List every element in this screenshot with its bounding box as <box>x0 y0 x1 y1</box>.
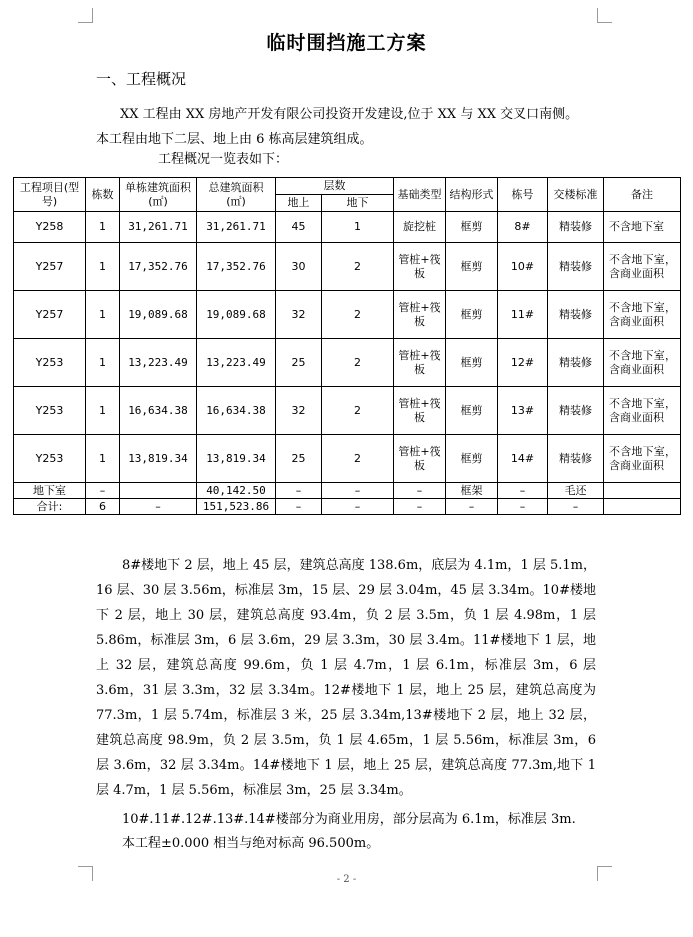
cell-building-no: – <box>498 483 548 499</box>
cell-single-area: 19,089.68 <box>120 291 197 339</box>
header-below: 地下 <box>322 195 394 212</box>
header-delivery: 交楼标准 <box>548 178 604 212</box>
cell-count: 1 <box>86 212 120 243</box>
header-note: 备注 <box>604 178 681 212</box>
cell-single-area: 31,261.71 <box>120 212 197 243</box>
cell-delivery: – <box>548 499 604 515</box>
cell-building-no: 8# <box>498 212 548 243</box>
cell-delivery: 精装修 <box>548 243 604 291</box>
cell-foundation: – <box>394 483 446 499</box>
table-row <box>14 435 681 483</box>
cell-total-area: 31,261.71 <box>197 212 276 243</box>
table-row <box>14 291 681 339</box>
cell-below: 2 <box>322 339 394 387</box>
cell-count: 1 <box>86 387 120 435</box>
cell-above: 45 <box>276 212 322 243</box>
header-above: 地上 <box>276 195 322 212</box>
cell-foundation: 管桩+筏板 <box>394 291 446 339</box>
cell-total-area: 40,142.50 <box>197 483 276 499</box>
cell-foundation: 管桩+筏板 <box>394 339 446 387</box>
cell-building-no: 10# <box>498 243 548 291</box>
cell-project: Y253 <box>14 339 86 387</box>
cell-foundation: 管桩+筏板 <box>394 435 446 483</box>
table-row <box>14 339 681 387</box>
page-corner-mark <box>78 8 93 23</box>
cell-foundation: 旋挖桩 <box>394 212 446 243</box>
cell-delivery: 精装修 <box>548 291 604 339</box>
cell-note: 不含地下室，含商业面积 <box>604 243 681 291</box>
cell-count: 1 <box>86 291 120 339</box>
cell-building-no: 12# <box>498 339 548 387</box>
table-row <box>14 387 681 435</box>
intro-line: XX 工程由 XX 房地产开发有限公司投资开发建设,位于 XX 与 XX 交叉口南侧。 <box>120 107 579 122</box>
cell-count: 1 <box>86 435 120 483</box>
cell-below: 2 <box>322 291 394 339</box>
header-structure: 结构形式 <box>446 178 498 212</box>
table-row <box>14 212 681 243</box>
cell-below: 2 <box>322 435 394 483</box>
cell-delivery: 精装修 <box>548 387 604 435</box>
cell-building-no: 11# <box>498 291 548 339</box>
cell-above: 25 <box>276 435 322 483</box>
cell-count: 1 <box>86 243 120 291</box>
cell-above: 32 <box>276 387 322 435</box>
cell-below: 1 <box>322 212 394 243</box>
cell-foundation: – <box>394 499 446 515</box>
header-building-no: 栋号 <box>498 178 548 212</box>
document-title: 临时围挡施工方案 <box>266 32 427 54</box>
cell-below: – <box>322 483 394 499</box>
intro-line: 本工程由地下二层、地上由 6 栋高层建筑组成。 <box>96 132 373 147</box>
header-single-area: 单栋建筑面积(㎡) <box>120 178 197 212</box>
page-corner-mark <box>597 8 612 23</box>
cell-below: – <box>322 499 394 515</box>
cell-total-area: 17,352.76 <box>197 243 276 291</box>
cell-project: Y253 <box>14 435 86 483</box>
cell-structure: 框架 <box>446 483 498 499</box>
project-overview-table <box>13 177 681 515</box>
cell-above: – <box>276 483 322 499</box>
cell-single-area: 17,352.76 <box>120 243 197 291</box>
cell-note <box>604 483 681 499</box>
cell-delivery: 毛还 <box>548 483 604 499</box>
cell-above: 32 <box>276 291 322 339</box>
cell-building-no: 14# <box>498 435 548 483</box>
cell-structure: 框剪 <box>446 212 498 243</box>
cell-below: 2 <box>322 387 394 435</box>
total-row <box>14 499 681 515</box>
cell-count: 6 <box>86 499 120 515</box>
cell-foundation: 管桩+筏板 <box>394 243 446 291</box>
cell-above: – <box>276 499 322 515</box>
header-project: 工程项目(型号) <box>14 178 86 212</box>
cell-count: 1 <box>86 339 120 387</box>
cell-structure: 框剪 <box>446 339 498 387</box>
cell-note <box>604 499 681 515</box>
cell-note: 不含地下室 <box>604 212 681 243</box>
cell-structure: 框剪 <box>446 387 498 435</box>
cell-below: 2 <box>322 243 394 291</box>
cell-project: Y253 <box>14 387 86 435</box>
cell-structure: – <box>446 499 498 515</box>
header-floors: 层数 <box>276 178 394 195</box>
table-row <box>14 243 681 291</box>
building-height-paragraph <box>96 553 596 803</box>
basement-row <box>14 483 681 499</box>
header-foundation: 基础类型 <box>394 178 446 212</box>
header-count: 栋数 <box>86 178 120 212</box>
cell-above: 30 <box>276 243 322 291</box>
cell-total-area: 19,089.68 <box>197 291 276 339</box>
page-number: - 2 - <box>336 874 357 885</box>
cell-delivery: 精装修 <box>548 212 604 243</box>
cell-structure: 框剪 <box>446 435 498 483</box>
cell-project: 地下室 <box>14 483 86 499</box>
cell-project: Y257 <box>14 243 86 291</box>
cell-total-area: 13,223.49 <box>197 339 276 387</box>
cell-note: 不含地下室，含商业面积 <box>604 435 681 483</box>
cell-building-no: 13# <box>498 387 548 435</box>
cell-single-area: 16,634.38 <box>120 387 197 435</box>
cell-count: – <box>86 483 120 499</box>
cell-above: 25 <box>276 339 322 387</box>
cell-total-area: 13,819.34 <box>197 435 276 483</box>
section-heading: 一、工程概况 <box>96 70 187 88</box>
cell-structure: 框剪 <box>446 291 498 339</box>
cell-project: Y257 <box>14 291 86 339</box>
cell-single-area <box>120 483 197 499</box>
cell-single-area: 13,819.34 <box>120 435 197 483</box>
table-caption: 工程概况一览表如下： <box>158 152 289 167</box>
cell-total-area: 16,634.38 <box>197 387 276 435</box>
cell-foundation: 管桩+筏板 <box>394 387 446 435</box>
cell-note: 不含地下室，含商业面积 <box>604 339 681 387</box>
cell-project: 合计: <box>14 499 86 515</box>
elevation-note: 本工程±0.000 相当与绝对标高 96.500m。 <box>122 836 380 851</box>
cell-delivery: 精装修 <box>548 435 604 483</box>
cell-single-area: – <box>120 499 197 515</box>
cell-delivery: 精装修 <box>548 339 604 387</box>
cell-structure: 框剪 <box>446 243 498 291</box>
paragraph-text: 8#楼地下 2 层，地上 45 层，建筑总高度 138.6m，底层为 4.1m，1 层 5.1m，16 层、30 层 3.56m，标准层 3m，15 层、29 层 3.04m，45 层 3.34m。10#楼地下 2 层，地上 30 层，建筑总高度 93.4m，负 2 层 3.5m，负 1 层 4.98m，1 层 5.86m，标准层 3m，6 层 3.6m，29 层 3.3m，30 层 3.4m。11#楼地下 1 层，地上 32 层，建筑总高度 99.6m，负 1 层 4.7m，1 层 6.1m，标准层 3m，6 层 3.6m，31 层 3.3m，32 层 3.34m。12#楼地下 1 层，地上 25 层，建筑总高度为 77.3m，1 层 5.74m，标准层 3 米，25 层 3.34m,13#楼地下 2 层，地上 32 层，建筑总高度 98.9m，负 2 层 3.5m，负 1 层 4.65m，1 层 5.56m，标准层 3m，6 层 3.6m，32 层 3.34m。14#楼地下 1 层，地上 25 层，建筑总高度 77.3m,地下 1 层 4.7m，1 层 5.56m，标准层 3m，25 层 3.34m。 <box>96 558 596 798</box>
header-total-area: 总建筑面积(㎡) <box>197 178 276 212</box>
cell-building-no: – <box>498 499 548 515</box>
cell-single-area: 13,223.49 <box>120 339 197 387</box>
cell-note: 不含地下室，含商业面积 <box>604 291 681 339</box>
cell-total-area: 151,523.86 <box>197 499 276 515</box>
commercial-note: 10#.11#.12#.13#.14#楼部分为商业用房，部分层高为 6.1m，标准层 3m. <box>122 812 576 827</box>
cell-note: 不含地下室，含商业面积 <box>604 387 681 435</box>
cell-project: Y258 <box>14 212 86 243</box>
